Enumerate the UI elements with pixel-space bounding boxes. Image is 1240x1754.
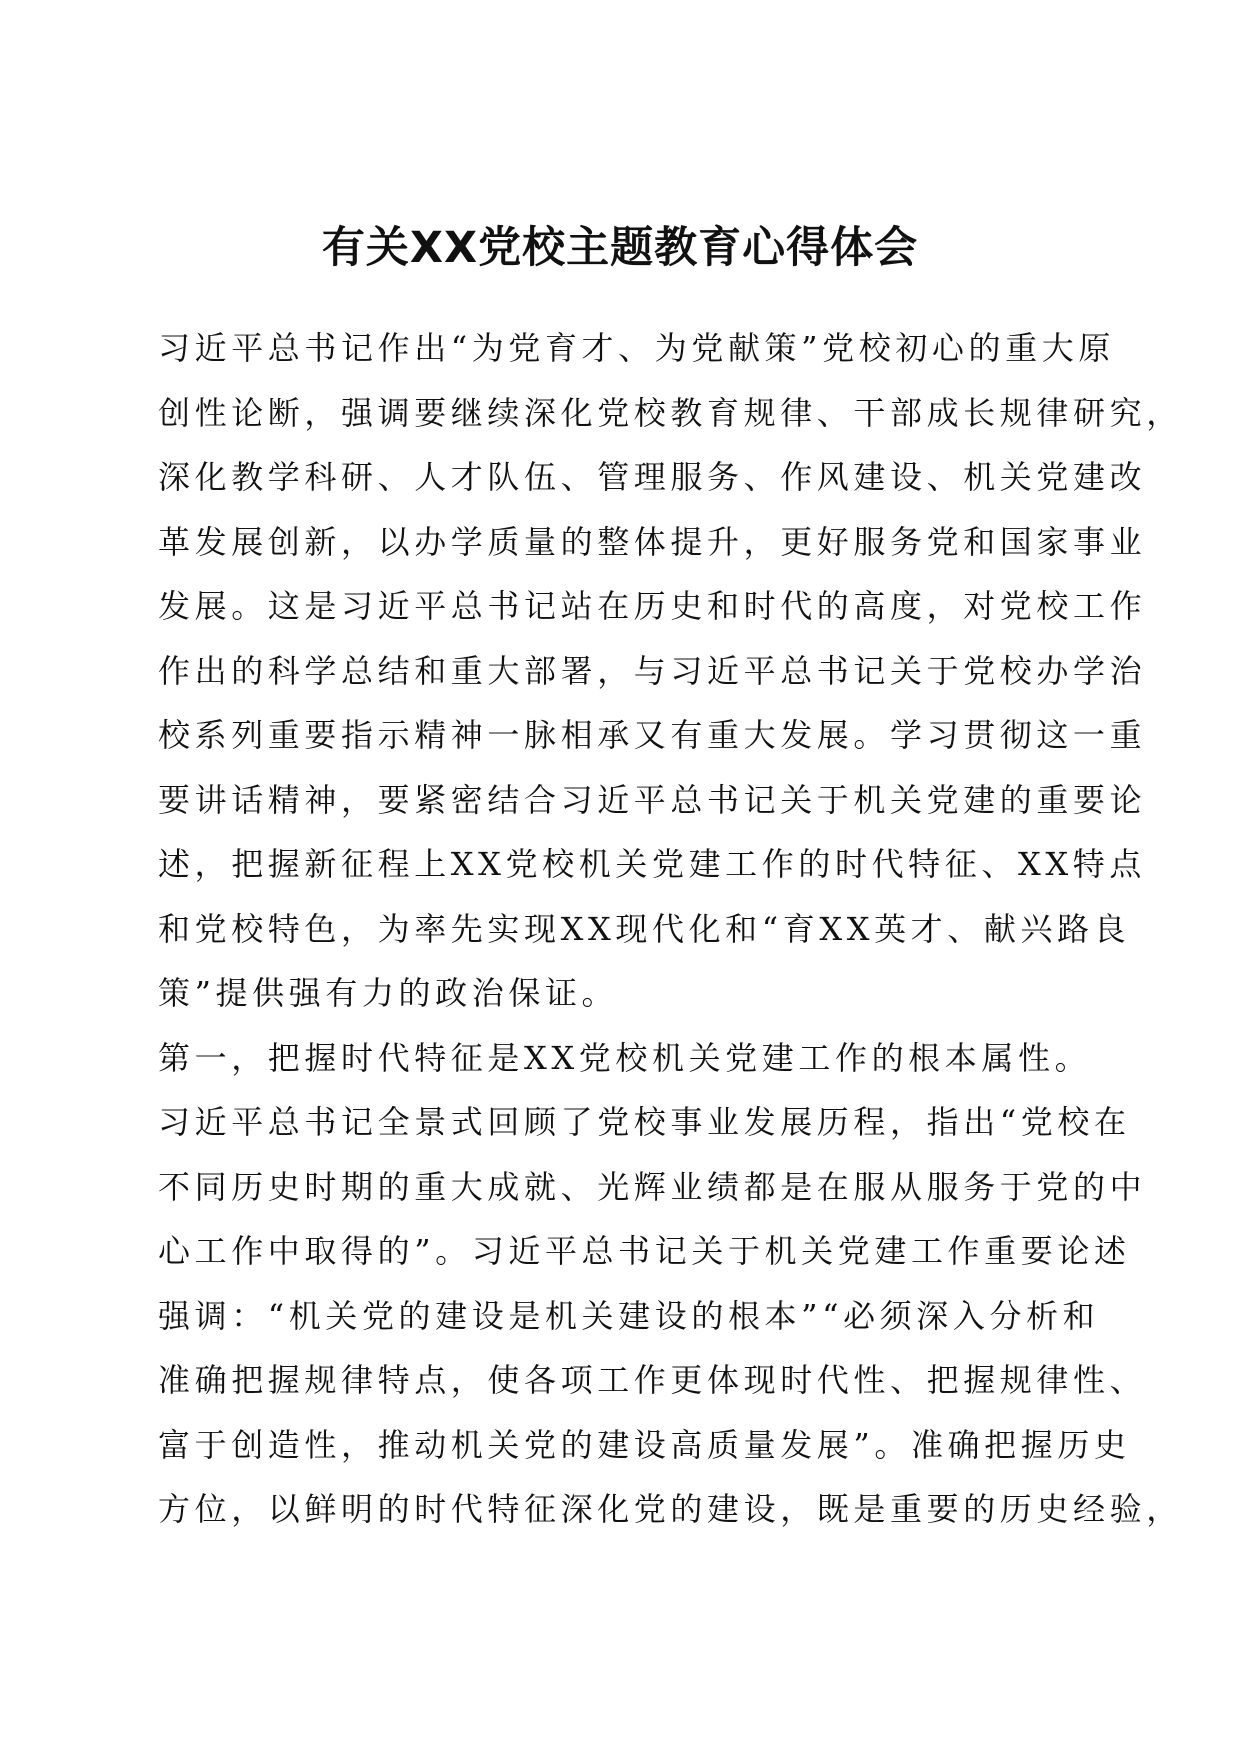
text-line: 和党校特色，为率先实现XX现代化和“育XX英才、献兴路良 — [158, 909, 1131, 948]
text-line: 述，把握新征程上XX党校机关党建工作的时代特征、XX特点 — [158, 845, 1146, 883]
section-heading-first — [158, 1026, 1092, 1091]
text-line: 深化教学科研、人才队伍、管理服务、作风建设、机关党建改 — [158, 458, 1147, 496]
text-line: 要讲话精神，要紧密结合习近平总书记关于机关党建的重要论 — [158, 780, 1147, 819]
text-line: 策”提供强有力的政治保证。 — [158, 974, 619, 1012]
text-line: 不同历史时期的重大成就、光辉业绩都是在服从服务于党的中 — [158, 1167, 1147, 1206]
document-title: 有关XX党校主题教育心得体会 — [321, 223, 919, 273]
text-line: 校系列重要指示精神一脉相承又有重大发展。学习贯彻这一重 — [158, 716, 1147, 754]
text-line: 准确把握规律特点，使各项工作更体现时代性、把握规律性、 — [158, 1361, 1147, 1399]
text-line: 强调：“机关党的建设是机关建设的根本”“必须深入分析和 — [158, 1296, 1100, 1335]
paragraph-intro — [158, 316, 1183, 1026]
text-line: 发展。这是习近平总书记站在历史和时代的高度，对党校工作 — [158, 587, 1147, 625]
text-line: 作出的科学总结和重大部署，与习近平总书记关于党校办学治 — [158, 651, 1147, 690]
paragraph-first-section — [158, 1090, 1183, 1542]
document-body — [158, 316, 1183, 1542]
text-line: 创性论断，强调要继续深化党校教育规律、干部成长规律研究， — [158, 393, 1183, 432]
text-line: 革发展创新，以办学质量的整体提升，更好服务党和国家事业 — [158, 522, 1147, 561]
text-line: 心工作中取得的”。习近平总书记关于机关党建工作重要论述 — [158, 1232, 1131, 1270]
text-line: 习近平总书记作出“为党育才、为党献策”党校初心的重大原 — [158, 329, 1115, 367]
text-line: 方位，以鲜明的时代特征深化党的建设，既是重要的历史经验， — [158, 1490, 1183, 1528]
text-line: 富于创造性，推动机关党的建设高质量发展”。准确把握历史 — [158, 1425, 1131, 1464]
text-line: 第一，把握时代特征是XX党校机关党建工作的根本属性。 — [158, 1038, 1092, 1077]
text-line: 习近平总书记全景式回顾了党校事业发展历程，指出“党校在 — [158, 1103, 1131, 1141]
